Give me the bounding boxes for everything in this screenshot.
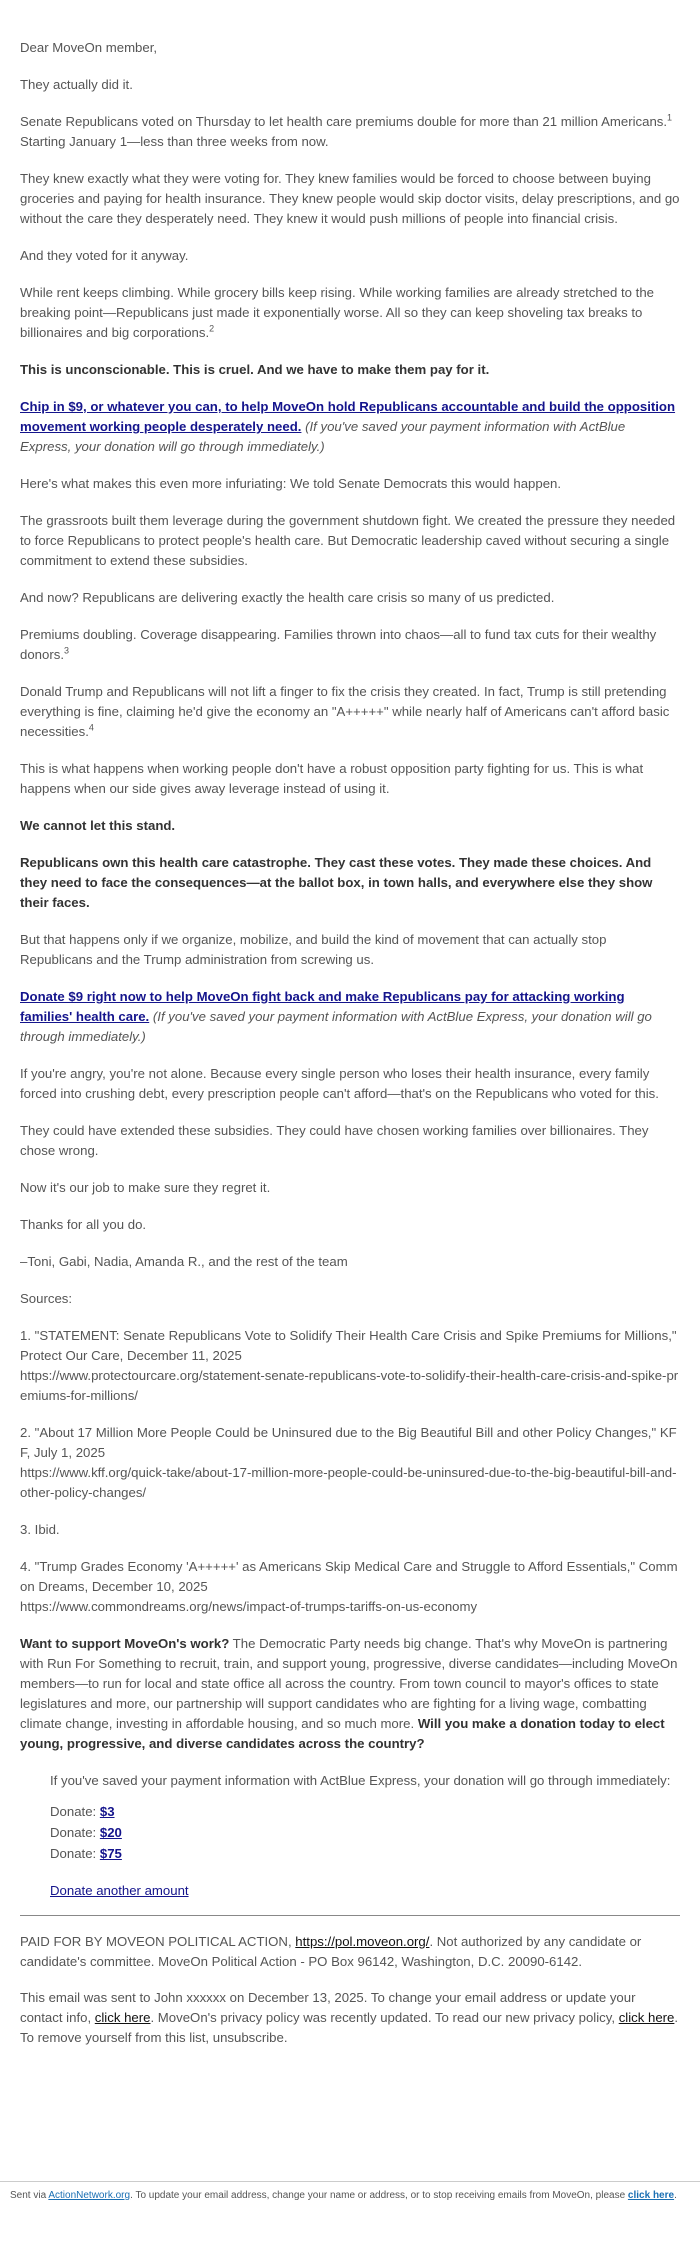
an-text-b: . To update your email address, change your name or address, or to stop receiving emails from MoveOn, please [130, 2190, 628, 2201]
signature: –Toni, Gabi, Nadia, Amanda R., and the rest of the team [20, 1254, 348, 1269]
footnote-1: 1 [667, 112, 673, 123]
footer [0, 1932, 700, 2048]
donate-label: Donate: [50, 1804, 100, 1819]
paid-for-tail: . Not authorized by any candidate or candidate's committee. MoveOn Political Action - PO Box 96142, Washington, D.C. 20090-6142. [20, 1934, 642, 1969]
an-text-a: Sent via [10, 2190, 49, 2201]
paragraph-voted [20, 112, 680, 152]
paragraph-doubling [20, 625, 680, 665]
source-citation: 3. Ibid. [20, 1522, 60, 1537]
paragraph-trump [20, 682, 680, 742]
divider [20, 1915, 680, 1916]
paragraph-doubling-text: Premiums doubling. Coverage disappearing. Families thrown into chaos—all to fund tax cuts for their wealthy donors. [20, 627, 657, 662]
donate-20-link[interactable]: $20 [99, 1825, 122, 1840]
support-paragraph [20, 1634, 680, 1754]
source-citation: 2. "About 17 Million More People Could be Uninsured due to the Big Beautiful Bill and other Policy Changes," KFF, July 1, 2025 [20, 1425, 677, 1460]
sent-notice [20, 1988, 680, 2048]
paragraph-rent [20, 283, 680, 343]
update-contact-link[interactable]: click here [94, 2010, 151, 2025]
paragraph-now: And now? Republicans are delivering exactly the health care crisis so many of us predicted. [20, 590, 555, 605]
footnote-2: 2 [209, 323, 215, 334]
privacy-policy-link[interactable]: click here [618, 2010, 675, 2025]
paragraph-organize: But that happens only if we organize, mobilize, and build the kind of movement that can actually stop Republicans and the Trump administration from screwing us. [20, 932, 607, 967]
actionnetwork-link[interactable]: ActionNetwork.org [48, 2190, 131, 2201]
sent-text: This email was sent to John xxxxxx on December 13, 2025. To change your email address or update your contact info, [20, 1990, 636, 2025]
paragraph-angry: If you're angry, you're not alone. Because every single person who loses their health insurance, every family forced into crushing debt, every prescription people can't afford—that's on the Republicans who voted for this. [20, 1066, 659, 1101]
donate-row [50, 1843, 680, 1864]
sources-label: Sources: [20, 1291, 73, 1306]
source-url: https://www.commondreams.org/news/impact-of-trumps-tariffs-on-us-economy [20, 1599, 478, 1614]
support-lead: Want to support MoveOn's work? [20, 1636, 230, 1651]
paragraph-grassroots: The grassroots built them leverage during the government shutdown fight. We created the pressure they needed to force Republicans to protect people's health care. But Democratic leadership caved without securing a single commitment to extend these subsidies. [20, 513, 676, 568]
paragraph-rent-text: While rent keeps climbing. While grocery bills keep rising. While working families are already stretched to the breaking point—Republicans just made it exponentially worse. All so they can keep shoveling tax breaks to billionaires and big corporations. [20, 285, 654, 340]
source-citation: 4. "Trump Grades Economy 'A+++++' as Americans Skip Medical Care and Struggle to Afford Essentials," Common Dreams, December 10, 2025 [20, 1559, 678, 1594]
support-ask: Will you make a donation today to elect young, progressive, and diverse candidates across the country? [20, 1716, 665, 1751]
cta-paragraph-1 [20, 397, 680, 457]
paragraph-voted-tail: Starting January 1—less than three weeks from now. [20, 134, 329, 149]
donate-other-row [50, 1880, 680, 1901]
paragraph-infuriating: Here's what makes this even more infuriating: We told Senate Democrats this would happen. [20, 476, 562, 491]
an-text-c: . [674, 2190, 677, 2201]
donate-3-link[interactable]: $3 [99, 1804, 115, 1819]
paragraph-regret: Now it's our job to make sure they regret it. [20, 1180, 271, 1195]
source-url: https://www.kff.org/quick-take/about-17-million-more-people-could-be-uninsured-due-to-the-big-beautiful-bill-and-other-policy-changes/ [20, 1465, 677, 1500]
paragraph-knew: They knew exactly what they were voting for. They knew families would be forced to choose between buying groceries and paying for health insurance. They knew people would skip doctor visits, delay prescriptions, and go without the care they desperately need. They knew it would push millions of people into financial crisis. [20, 171, 680, 226]
donate-9-link[interactable]: Donate $9 right now to help MoveOn fight back and make Republicans pay for attacking working families' health care. [20, 989, 625, 1024]
source-item [20, 1520, 680, 1540]
donate-intro: If you've saved your payment information with ActBlue Express, your donation will go through immediately: [50, 1773, 671, 1788]
actblue-note-1: (If you've saved your payment information with ActBlue Express, your donation will go through immediately.) [20, 419, 626, 454]
paragraph-own: Republicans own this health care catastrophe. They cast these votes. They made these choices. And they need to face the consequences—at the ballot box, in town halls, and everywhere else they show their faces. [20, 855, 653, 910]
source-citation: 1. "STATEMENT: Senate Republicans Vote to Solidify Their Health Care Crisis and Spike Premiums for Millions," Protect Our Care, December 11, 2025 [20, 1328, 677, 1363]
paid-for-disclaimer [20, 1932, 680, 1972]
chip-in-link[interactable]: Chip in $9, or whatever you can, to help MoveOn hold Republicans accountable and build the opposition movement working people desperately need. [20, 399, 676, 434]
donate-row [50, 1801, 680, 1822]
source-url: https://www.protectourcare.org/statement-senate-republicans-vote-to-solidify-their-health-care-crisis-and-spike-premiums-for-millions/ [20, 1368, 679, 1403]
donate-label: Donate: [50, 1846, 100, 1861]
donate-row [50, 1822, 680, 1843]
paid-for-text: PAID FOR BY MOVEON POLITICAL ACTION, [20, 1934, 296, 1949]
paragraph-anyway: And they voted for it anyway. [20, 248, 189, 263]
cta-paragraph-2 [20, 987, 680, 1047]
actionnetwork-footer [10, 2189, 694, 2203]
donate-another-amount-link[interactable]: Donate another amount [50, 1883, 189, 1898]
paragraph-cannot: We cannot let this stand. [20, 818, 176, 833]
support-body: The Democratic Party needs big change. That's why MoveOn is partnering with Run For Something to recruit, train, and support young, progressive, diverse candidates—including MoveOn members—to run for local and state office all across the country. From town council to mayor's offices to state legislatures and more, our partnership will support candidates who are fighting for a living wage, combatting climate change, investing in affordable housing, and so much more. [20, 1636, 678, 1731]
sent-text-tail: . To remove yourself from this list, unsubscribe. [20, 2010, 679, 2045]
source-item [20, 1557, 680, 1617]
greeting: Dear MoveOn member, [20, 40, 158, 55]
pol-moveon-link[interactable]: https://pol.moveon.org/ [295, 1934, 430, 1949]
source-item [20, 1423, 680, 1503]
actionnetwork-divider [0, 2181, 700, 2182]
paragraph-thanks: Thanks for all you do. [20, 1217, 147, 1232]
paragraph-voted-text: Senate Republicans voted on Thursday to let health care premiums double for more than 21 million Americans. [20, 114, 668, 129]
an-click-here-link[interactable]: click here [627, 2190, 675, 2201]
paragraph-cruel: This is unconscionable. This is cruel. And we have to make them pay for it. [20, 362, 490, 377]
donate-75-link[interactable]: $75 [99, 1846, 122, 1861]
donate-label: Donate: [50, 1825, 100, 1840]
paragraph-robust: This is what happens when working people don't have a robust opposition party fighting for us. This is what happens when our side gives away leverage instead of using it. [20, 761, 644, 796]
footnote-3: 3 [64, 645, 70, 656]
footnote-4: 4 [88, 722, 94, 733]
paragraph-trump-text: Donald Trump and Republicans will not lift a finger to fix the crisis they created. In fact, Trump is still pretending everything is fine, claiming he'd give the economy an "A+++++" while nearly half of Americans can't afford basic necessities. [20, 684, 670, 739]
paragraph-extended: They could have extended these subsidies. They could have chosen working families over billionaires. They chose wrong. [20, 1123, 649, 1158]
donate-box [20, 1771, 680, 1901]
paragraph-did-it: They actually did it. [20, 77, 133, 92]
actblue-note-2: (If you've saved your payment information with ActBlue Express, your donation will go through immediately.) [20, 1009, 652, 1044]
source-item [20, 1326, 680, 1406]
sent-text-mid: . MoveOn's privacy policy was recently updated. To read our new privacy policy, [150, 2010, 619, 2025]
sources-list [20, 1326, 680, 1617]
